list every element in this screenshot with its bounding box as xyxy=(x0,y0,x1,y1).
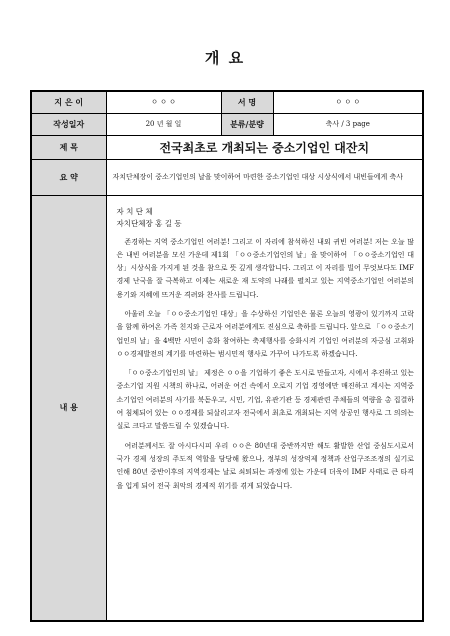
content-body xyxy=(106,195,423,621)
row-content xyxy=(31,195,423,621)
speaker-label: 지 은 이 xyxy=(31,91,106,113)
date-value: 20 년 월 일 xyxy=(106,113,221,135)
body-paragraph: 「ㅇㅇ중소기업인의 날」 제정은 ㅇㅇ을 기업하기 좋은 도시로 만들고자, 시에서 추진하고 있는 중소기업 지원 시책의 하나로, 어려운 여건 속에서 오로지 기업 경영에만 매진하고 계시는 지역중소기업인 여러분의 사기를 북돋우고, 시민, 기업, 유관기관 등 경제관련 주체들의 역량을 총 집결하여 침체되어 있는 ㅇㅇ경제를 되살리고자 전국에서 최초로 개최되는 지역 상공인 행사로 그 의의는 실로 크다고 말씀드릴 수 있겠습니다. xyxy=(116,369,414,431)
category-label: 분류/분량 xyxy=(221,113,273,135)
row-summary xyxy=(31,159,423,195)
name-value: ㅇ ㅇ ㅇ xyxy=(273,91,423,113)
body-paragraph: 아울러 오늘 「ㅇㅇ중소기업인 대상」을 수상하신 기업인은 물론 오늘의 영광이 있기까지 고락을 함께 하여온 가족 친지와 근로자 여러분에게도 진심으로 축하를 드립니다. 앞으로 「ㅇㅇ중소기업인의 날」을 4백만 시민이 총화 참여하는 축제행사를 승화시켜 기업인 여러분의 자긍심 고취와 ㅇㅇ경제발전의 계기를 마련하는 범시민적 행사로 가꾸어 나가도록 하겠습니다. xyxy=(116,309,414,358)
page-title: 개 요 xyxy=(204,49,246,67)
subject-label: 제 목 xyxy=(31,135,106,159)
category-value: 축사 / 3 page xyxy=(273,113,423,135)
summary-label: 요 약 xyxy=(31,159,106,195)
row-subject xyxy=(31,135,423,159)
row-date xyxy=(31,113,423,135)
summary-value: 자치단체장이 중소기업인의 날을 맞이하여 마련한 중소기업인 대상 시상식에서 내빈들에게 축사 xyxy=(106,159,423,195)
salutation-speaker: 자치단체장 홍 길 동 xyxy=(116,218,182,228)
speaker-value: ㅇ ㅇ ㅇ xyxy=(106,91,221,113)
name-label: 서 명 xyxy=(221,91,273,113)
overview-form-table xyxy=(30,90,424,622)
date-label: 작성일자 xyxy=(31,113,106,135)
body-paragraph: 존경하는 지역 중소기업인 여러분! 그리고 이 자리에 참석하신 내외 귀빈 여러분! 저는 오늘 많은 내빈 여러분을 모신 가운데 제1회 「ㅇㅇ중소기업인의 날」을 맞이하여 「ㅇㅇ중소기업인 대상」시상식을 가지게 된 것을 참으로 뜻 깊게 생각합니다. 그리고 이 자리를 빌어 무엇보다도 IMF 경제 난국을 잘 극복하고 이제는 새로운 재 도약의 나래를 펼치고 있는 지역중소기업인 여러분의 용기와 지혜에 뜨거운 격려와 찬사를 드립니다. xyxy=(116,237,414,299)
row-speaker xyxy=(31,91,423,113)
salutation-org: 자 치 단 체 xyxy=(116,206,153,216)
body-paragraph: 여러분께서도 잘 아시다시피 우리 ㅇㅇ은 80년대 중반까지만 해도 활발한 산업 중심도시로서 국가 경제 성장의 주도적 역할을 담당해 왔으나, 정부의 성장억제 정책과 산업구조조정의 실기로 인해 80년 중반이후의 지역경제는 날로 쇠퇴되는 과정에 있는 가운데 더욱이 IMF 사태로 큰 타격을 입게 되어 전국 최악의 경제적 위기를 겪게 되었습니다. xyxy=(116,441,414,490)
subject-value: 전국최초로 개최되는 중소기업인 대잔치 xyxy=(106,135,423,159)
content-label: 내 용 xyxy=(31,195,106,621)
